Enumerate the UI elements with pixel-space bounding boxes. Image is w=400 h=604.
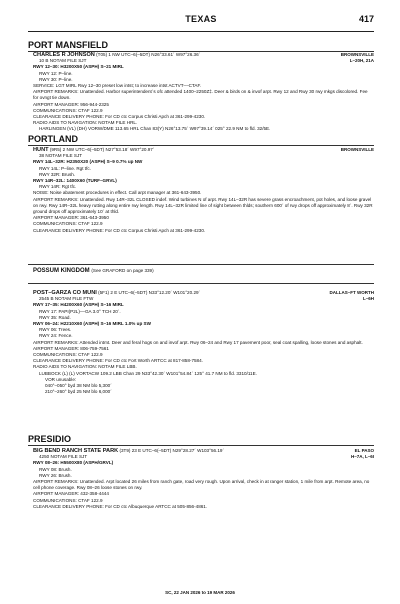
airport-name: CHARLES R JOHNSON [33,52,95,58]
page-number: 417 [358,14,374,24]
runway-line: RWY 14R–32L: 1400X60 (TURF–GRVL) [33,178,117,184]
section-presidio: PRESIDIO [28,434,72,444]
airport-big-bend-ranch: EL PASO H–7A, L–6I BIG BEND RANCH STATE PARK (3T9) 23 E UTC–6(–5DT) N29°28.27´ W103°56.19´ 4250 NOTAM FILE SJT RWY 08–26: H5500X80 (ASPH/GRVL) RWY 08: Brush. RWY 26: Brush. AIRPORT REMARKS: Unattended. Arpt located 26 miles from ranch gate, road very rough. Upon arrival, check in at ranger station, 1 mile from arpt. Remote area, no cell phone coverage. Rwy 08–26 loose stones on rwy. AIRPORT MANAGER: 432-358-4444 COMMUNICATIONS: CTAF 122.9 CLEARANCE DELIVERY PHONE: For CD ctc Albuquerque ARTCC at 505-856-4861. [33,448,374,509]
runway-line: RWY 14L–32R: H2350X20 (ASPH) S–9 0.7% up NW [33,159,143,165]
section-rule [28,145,374,146]
chart-ref: BROWNSVILLE L–20H, 21A [340,52,374,63]
chart-ref: EL PASO H–7A, L–6I [350,448,374,459]
airport-name: POST–GARZA CO MUNI [33,290,97,296]
state-title: TEXAS [185,14,217,24]
runway-line: RWY 12–30: H3200X50 (ASPH) S–21 MIRL [33,64,124,70]
airport-charles-r-johnson: BROWNSVILLE L–20H, 21A CHARLES R JOHNSON (T05) 1 NW UTC–6(–5DT) N26°33.61´ W97°26.36´ 10 B NOTAM FILE SJT RWY 12–30: H3200X50 (ASPH) S–21 MIRL RWY 12: P–line. RWY 30: P–line. SERVICE: LGT MIRL Rwy 12–30 preset low intst; to increase intst ACTVT––CTAF. AIRPORT REMARKS: Unattended. Harbor superintendent´s ofc attended 1400–2250Z‡. Deer & birds on & invof arpt. Rwy 12 and Rwy 30 rwy mkgs discolored. Fee for ovngt tie down. AIRPORT MANAGER: 956-944-2325 COMMUNICATIONS: CTAF 122.9 CLEARANCE DELIVERY PHONE: For CD ctc Corpus Christi Apch at 361-299-4230. RADIO AIDS TO NAVIGATION: NOTAM FILE HRL. HARLINGEN (VL) (DH) VORW/DME 113.65 HRL Chan 83(Y) N26°13.75´ W97°39.14´ 025° 22.9 NM to fld. 32/5E. [33,52,374,132]
airport-hunt: BROWNSVILLE HUNT (9R5) 2 NW UTC–6(–5DT) N27°53.18´ W97°20.97´ 38 NOTAM FILE SJT RWY 14L–32R: H2350X20 (ASPH) S–9 0.7% up NW RWY 14L: P–line. Rgt tfc. RWY 32R: Brush. RWY 14R–32L: 1400X60 (TURF–GRVL) RWY 14R: Rgt tfc. NOISE: Noise abatement procedures in effect. Call arpt manager at 361-643-3950. AIRPORT REMARKS: Unattended. Rwy 14R–32L CLOSED indef. Wind turbines N of arpt. Rwy 14L–32R has severe grass encroachment, pot holes, and loose gravel on rwy. Rwy 14R–32L heavy rutting along entire rwy length. Rwy 14L–32R limited line of sight between thlds; southern 600´ of rwy drops off approximately 8´. Rwy 32R ground drops off approximately 10´ at thld. AIRPORT MANAGER: 361-643-3950 COMMUNICATIONS: CTAF 122.9 CLEARANCE DELIVERY PHONE: For CD ctc Corpus Christi Apch at 361-299-4230. [33,147,374,233]
runway-line: RWY 17–35: H4200X60 (ASPH) S–16 MIRL [33,302,124,308]
page-header [28,16,374,28]
section-rule [28,264,374,265]
runway-line: RWY 06–24: H2210X60 (ASPH) S–16 MIRL 1.0% up SW [33,321,151,327]
header-rule [28,31,374,32]
chart-ref: DALLAS–FT WORTH L–6H [329,290,374,301]
section-rule [28,283,374,284]
runway-line: RWY 08–26: H5500X80 (ASPH/GRVL) [33,460,114,466]
airport-name: HUNT [33,147,49,153]
chart-ref: BROWNSVILLE [340,147,374,152]
airport-post-garza: DALLAS–FT WORTH L–6H POST–GARZA CO MUNI (5F1) 2 E UTC–6(–5DT) N33°12.20´ W101°20.29´ 2545 B NOTAM FILE FTW RWY 17–35: H4200X60 (ASPH) S–16 MIRL RWY 17: PAPI(P2L)––GA 3.0° TCH 20´. RWY 35: Road. RWY 06–24: H2210X60 (ASPH) S–16 MIRL 1.0% up SW RWY 06: Trees. RWY 24: Fence. AIRPORT REMARKS: Attended intmt. Deer and feral hogs on and invof arpt. Rwy 06–24 and Rwy 17 pavement poor, seal coat spalling, loose stones and asphalt. AIRPORT MANAGER: 806-759-7561 COMMUNICATIONS: CTAF 122.9 CLEARANCE DELIVERY PHONE: For CD ctc Fort Worth ARTCC at 817-858-7584. RADIO AIDS TO NAVIGATION: NOTAM FILE LBB. LUBBOCK (L) (L) VORTACW 109.2 LBB Chan 29 N33°42.30´ W101°54.84´ 125° 41.7 NM to fld. 3310/11E. VOR unusable: 040°–050° byd 38 NM blo 5,300´ 210°–260° byd 25 NM blo 6,000´ [33,290,374,395]
section-rule [28,445,374,446]
airport-name: BIG BEND RANCH STATE PARK [33,448,119,454]
footer-dates: SC, 22 JAN 2026 to 19 MAR 2026 [165,589,235,595]
section-port-mansfield: PORT MANSFIELD [28,40,108,50]
section-portland: PORTLAND [28,134,78,144]
possum-kingdom-ref: POSSUM KINGDOM (See GRAFORD on page 339) [33,268,154,274]
